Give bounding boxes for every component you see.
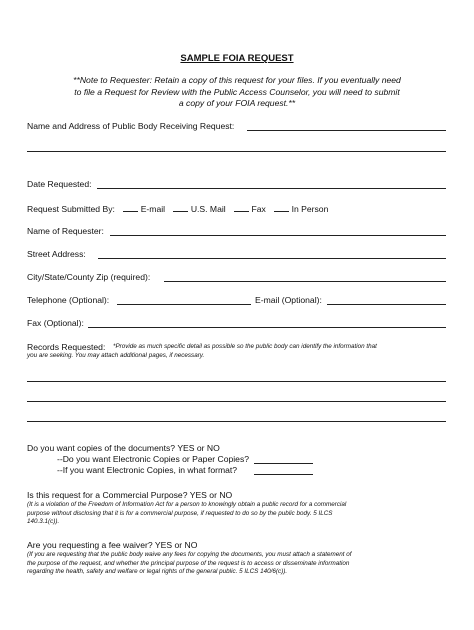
telephone-label: Telephone (Optional): bbox=[27, 295, 110, 305]
page-title: SAMPLE FOIA REQUEST bbox=[180, 53, 294, 64]
records-hint: *Provide as much specific detail as possible so the public body can identify the information that bbox=[113, 343, 377, 350]
records-field[interactable] bbox=[27, 421, 446, 422]
public-body-field-line-2[interactable] bbox=[27, 151, 446, 152]
requester-label: Name of Requester: bbox=[27, 226, 104, 236]
records-label: Records Requested: bbox=[27, 342, 106, 352]
commercial-note: (It is a violation of the Freedom of Information Act for a person to knowingly obtain a public record for a commercial bbox=[27, 501, 347, 508]
city-label: City/State/County Zip (required): bbox=[27, 272, 151, 282]
fax-option-label: Fax bbox=[251, 204, 266, 214]
fax-field[interactable] bbox=[88, 327, 446, 328]
email-label: E-mail (Optional): bbox=[255, 295, 322, 305]
public-body-label: Name and Address of Public Body Receiving Request: bbox=[27, 121, 235, 131]
email-field[interactable] bbox=[327, 304, 446, 305]
records-field[interactable] bbox=[27, 381, 446, 382]
copies-question: Do you want copies of the documents? YES or NO bbox=[27, 443, 220, 453]
date-field[interactable] bbox=[97, 188, 446, 189]
street-label: Street Address: bbox=[27, 249, 86, 259]
note-line: to file a Request for Review with the Public Access Counselor, you will need to submit bbox=[74, 86, 400, 97]
commercial-note: 140.3.1(c)). bbox=[27, 518, 60, 525]
submitted-by-row bbox=[27, 203, 328, 215]
commercial-question: Is this request for a Commercial Purpose? YES or NO bbox=[27, 490, 233, 500]
city-field[interactable] bbox=[164, 281, 446, 282]
requester-field[interactable] bbox=[110, 235, 446, 236]
fee-waiver-note: (If you are requesting that the public body waive any fees for copying the documents, you must attach a statement of bbox=[27, 551, 352, 558]
date-label: Date Requested: bbox=[27, 179, 92, 189]
fee-waiver-note: the purpose of the request, and whether the principal purpose of the request is to access or disseminate information bbox=[27, 559, 350, 567]
fax-label: Fax (Optional): bbox=[27, 318, 84, 328]
fee-waiver-question: Are you requesting a fee waiver? YES or NO bbox=[27, 540, 198, 550]
mail-option-label: U.S. Mail bbox=[190, 204, 226, 214]
submitted-by-label: Request Submitted By: bbox=[27, 204, 115, 214]
fax-option-blank[interactable] bbox=[234, 203, 249, 212]
email-option-blank[interactable] bbox=[123, 203, 138, 212]
telephone-field[interactable] bbox=[117, 304, 251, 305]
copies-format: --If you want Electronic Copies, in what format? bbox=[57, 465, 238, 475]
copies-format-field[interactable] bbox=[254, 474, 313, 475]
copies-electronic-paper-field[interactable] bbox=[254, 463, 313, 464]
in-person-option-label: In Person bbox=[291, 204, 329, 214]
in-person-option-blank[interactable] bbox=[274, 203, 289, 212]
note-line: a copy of your FOIA request.** bbox=[178, 98, 296, 108]
public-body-field[interactable] bbox=[247, 130, 446, 131]
records-field[interactable] bbox=[27, 401, 446, 402]
email-option-label: E-mail bbox=[140, 204, 166, 214]
street-field[interactable] bbox=[98, 258, 446, 259]
copies-electronic-paper: --Do you want Electronic Copies or Paper Copies? bbox=[57, 454, 250, 464]
records-hint: you are seeking. You may attach additional pages, if necessary. bbox=[27, 352, 205, 359]
note-line: **Note to Requester: Retain a copy of this request for your files. If you eventually need bbox=[73, 75, 401, 85]
mail-option-blank[interactable] bbox=[173, 203, 188, 212]
commercial-note: purpose without disclosing that it is for a commercial purpose, if requested to do so by the public body. 5 ILCS bbox=[27, 509, 333, 517]
requester-note bbox=[30, 75, 444, 110]
fee-waiver-note: regarding the health, safety and welfare or legal rights of the general public. 5 ILCS 140/6(c)). bbox=[27, 568, 288, 575]
